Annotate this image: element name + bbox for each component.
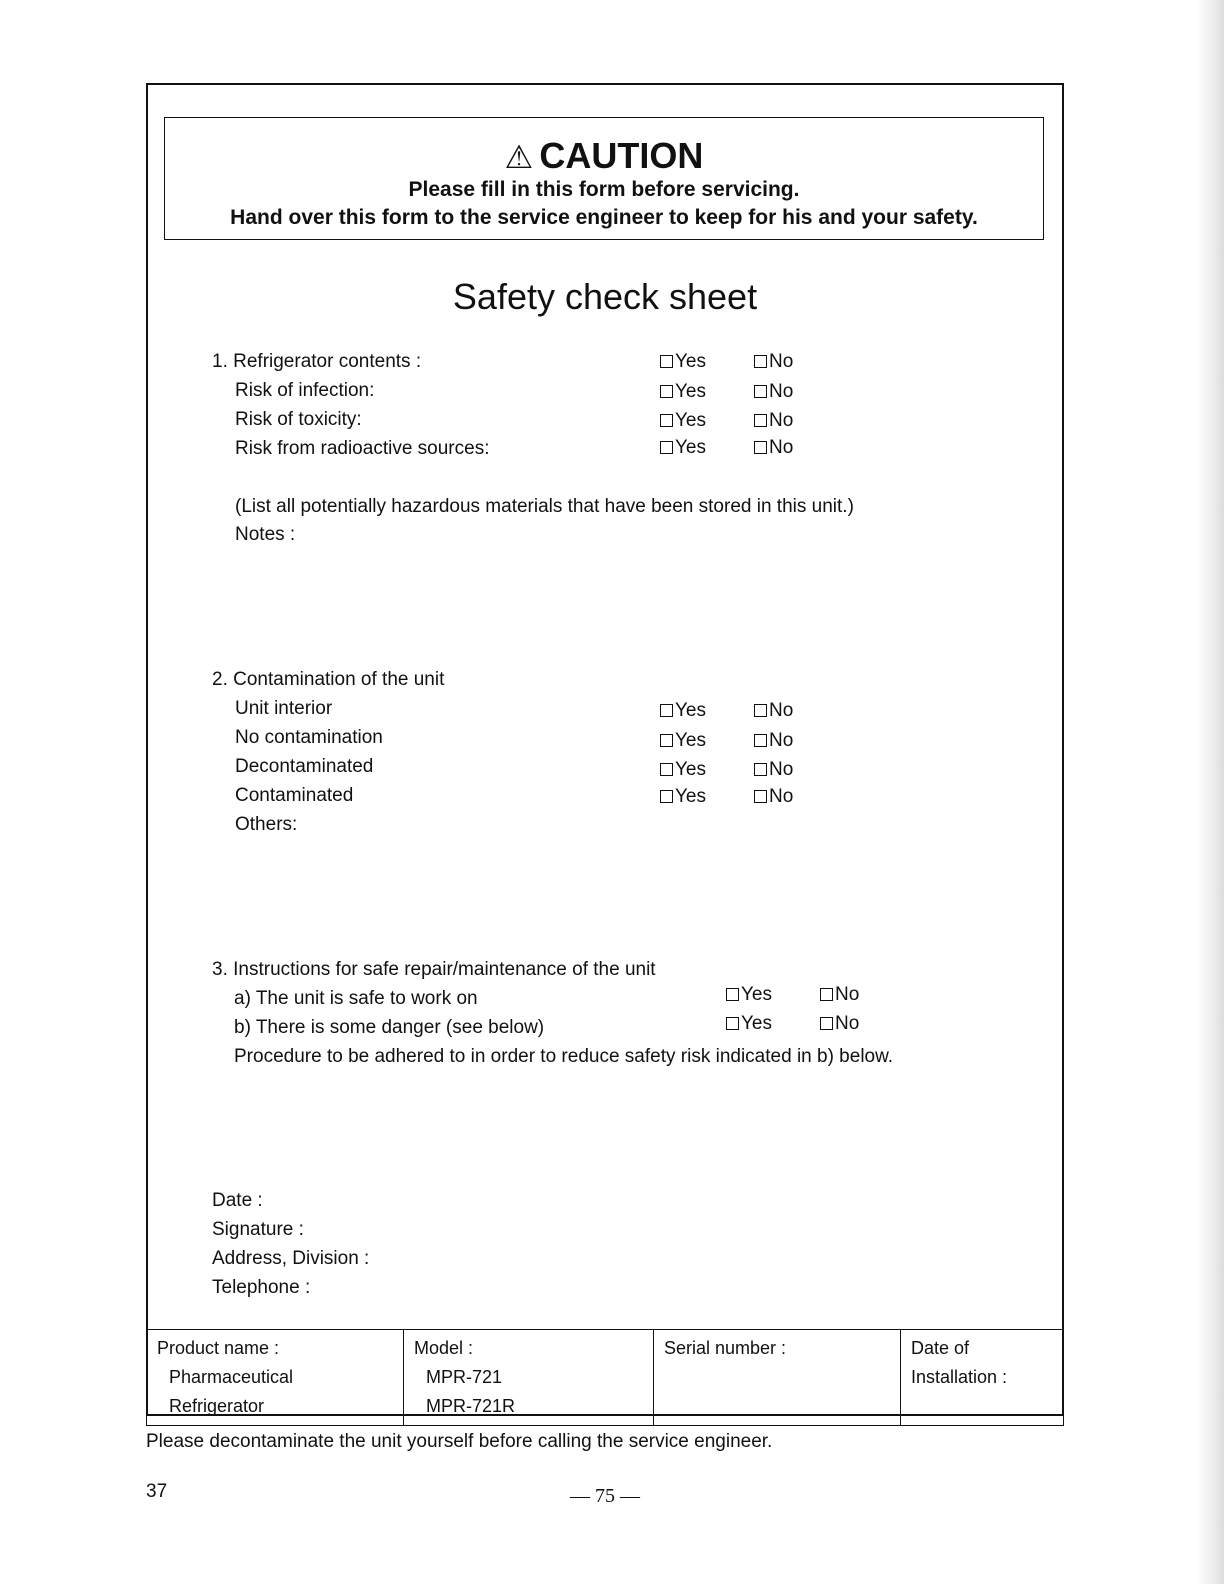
serial-number-cell[interactable] [654,1330,901,1426]
s2-interior-no-checkbox[interactable] [754,699,793,723]
checkbox-icon [820,988,833,1001]
yes-label: Yes [675,437,706,458]
checkbox-icon [754,763,767,776]
yes-label: Yes [675,700,706,721]
s1-infection-yes-checkbox[interactable] [660,380,706,404]
checkbox-icon [660,790,673,803]
checkbox-icon [754,355,767,368]
section2-row-no-contamination: No contamination [235,727,383,748]
yes-label: Yes [675,786,706,807]
s3-safe-no-checkbox[interactable] [820,983,859,1007]
no-label: No [769,786,794,807]
no-label: No [769,351,794,372]
checkbox-icon [660,414,673,427]
yes-label: Yes [741,984,772,1005]
hazardous-list-instruction: (List all potentially hazardous materials that have been stored in this unit.) [235,496,854,517]
product-name-cell [147,1330,404,1426]
yes-label: Yes [675,410,706,431]
date-label: Date : [212,1190,263,1211]
no-label: No [769,759,794,780]
product-name-line2: Refrigerator [169,1396,265,1416]
yes-label: Yes [675,730,706,751]
no-label: No [835,1013,860,1034]
section1-row-infection: Risk of infection: [235,380,375,401]
s2-no-contamination-yes-checkbox[interactable] [660,729,706,753]
s1-contents-no-checkbox[interactable] [754,350,793,374]
checkbox-icon [660,704,673,717]
s1-contents-yes-checkbox[interactable] [660,350,706,374]
section1-row-toxicity: Risk of toxicity: [235,409,362,430]
caution-heading [165,136,1043,177]
product-info-table [146,1329,1064,1426]
model-line2: MPR-721R [426,1396,516,1416]
checkbox-icon [754,441,767,454]
warning-triangle-icon: ⚠ [504,139,534,175]
checkbox-icon [726,1017,739,1030]
s2-contaminated-yes-checkbox[interactable] [660,785,706,809]
telephone-label: Telephone : [212,1277,311,1298]
section2-heading: 2. Contamination of the unit [212,669,445,690]
s2-no-contamination-no-checkbox[interactable] [754,729,793,753]
no-label: No [835,984,860,1005]
checkbox-icon [660,385,673,398]
signature-label: Signature : [212,1219,304,1240]
checkbox-icon [754,385,767,398]
model-cell [404,1330,654,1426]
no-label: No [769,437,794,458]
no-label: No [769,410,794,431]
s3-danger-no-checkbox[interactable] [820,1012,859,1036]
others-label: Others: [235,814,298,835]
caution-box [164,117,1044,240]
sheet-title: Safety check sheet [452,276,758,317]
checkbox-icon [660,734,673,747]
decontamination-footnote: Please decontaminate the unit yourself before calling the service engineer. [146,1431,773,1452]
s2-decontaminated-no-checkbox[interactable] [754,758,793,782]
checkbox-icon [726,988,739,1001]
section3-row-danger: b) There is some danger (see below) [234,1017,545,1038]
yes-label: Yes [675,351,706,372]
procedure-instruction: Procedure to be adhered to in order to reduce safety risk indicated in b) below. [234,1046,894,1067]
yes-label: Yes [741,1013,772,1034]
caution-instruction-1: Please fill in this form before servicing. [408,178,800,201]
no-label: No [769,381,794,402]
caution-title: CAUTION [539,135,704,176]
section3-heading: 3. Instructions for safe repair/maintenance of the unit [212,959,656,980]
caution-instruction-2: Hand over this form to the service engineer to keep for his and your safety. [230,206,978,229]
checkbox-icon [660,441,673,454]
checkbox-icon [754,790,767,803]
s1-infection-no-checkbox[interactable] [754,380,793,404]
product-name-label: Product name : [157,1338,280,1358]
s1-toxicity-yes-checkbox[interactable] [660,409,706,433]
no-label: No [769,730,794,751]
s2-contaminated-no-checkbox[interactable] [754,785,793,809]
model-label: Model : [414,1338,474,1358]
checkbox-icon [754,734,767,747]
section1-heading: 1. Refrigerator contents : [212,351,422,372]
s2-interior-yes-checkbox[interactable] [660,699,706,723]
yes-label: Yes [675,759,706,780]
s1-toxicity-no-checkbox[interactable] [754,409,793,433]
model-line1: MPR-721 [426,1367,503,1387]
yes-label: Yes [675,381,706,402]
s3-danger-yes-checkbox[interactable] [726,1012,772,1036]
checkbox-icon [660,763,673,776]
checkbox-icon [660,355,673,368]
address-label: Address, Division : [212,1248,370,1269]
no-label: No [769,700,794,721]
s1-radioactive-no-checkbox[interactable] [754,436,793,460]
notes-label: Notes : [235,524,296,545]
installation-date-label: Date of Installation : [911,1338,1008,1387]
serial-number-label: Serial number : [664,1338,787,1358]
s3-safe-yes-checkbox[interactable] [726,983,772,1007]
checkbox-icon [754,414,767,427]
installation-date-cell[interactable] [901,1330,1064,1426]
page-number-center: — 75 — [570,1485,640,1507]
page-number-left: 37 [146,1481,168,1502]
section2-row-decontaminated: Decontaminated [235,756,374,777]
section1-row-radioactive: Risk from radioactive sources: [235,438,490,459]
page-edge-shadow [1196,0,1224,1584]
checkbox-icon [754,704,767,717]
s1-radioactive-yes-checkbox[interactable] [660,436,706,460]
section3-row-safe: a) The unit is safe to work on [234,988,478,1009]
checkbox-icon [820,1017,833,1030]
product-name-line1: Pharmaceutical [169,1367,294,1387]
section2-row-unit-interior: Unit interior [235,698,333,719]
s2-decontaminated-yes-checkbox[interactable] [660,758,706,782]
section2-row-contaminated: Contaminated [235,785,354,806]
